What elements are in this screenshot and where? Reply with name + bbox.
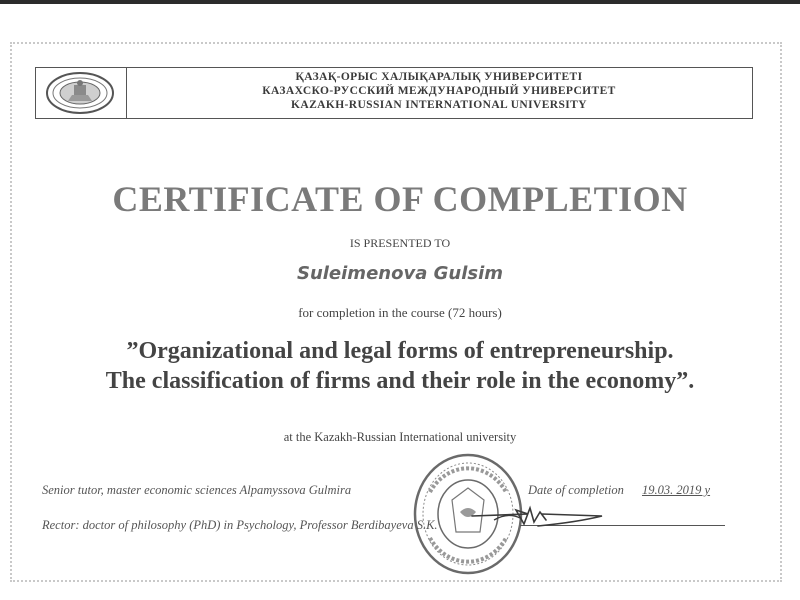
course-title-line-2: The classification of firms and their role in the economy”.	[105, 368, 695, 394]
university-name-kz: ҚАЗАҚ-ОРЫС ХАЛЫҚАРАЛЫҚ УНИВЕРСИТЕТІ	[295, 71, 583, 83]
certificate-title: CERTIFICATE OF COMPLETION	[112, 179, 688, 219]
rector-signature-line: Rector: doctor of philosophy (PhD) in Psychology, Professor Berdibayeva S.K.	[42, 518, 438, 532]
date-label: Date of completion	[528, 483, 624, 497]
location-text: at the Kazakh-Russian International university	[283, 430, 517, 444]
scan-top-edge	[0, 0, 800, 4]
university-name-en: KAZAKH-RUSSIAN INTERNATIONAL UNIVERSITY	[291, 99, 587, 111]
university-names	[126, 70, 752, 116]
course-title-line-1: ”Organizational and legal forms of entrepreneurship.	[126, 338, 674, 364]
university-header	[35, 67, 753, 119]
course-title	[0, 336, 800, 396]
recipient-name: Suleimenova Gulsim	[296, 263, 503, 284]
presented-to-label: IS PRESENTED TO	[349, 236, 451, 250]
date-value: 19.03. 2019 y	[642, 483, 711, 497]
course-intro: for completion in the course (72 hours)	[298, 305, 502, 320]
university-emblem-icon	[44, 71, 116, 115]
logo-cell	[36, 68, 127, 118]
handwritten-signature-icon	[468, 500, 608, 534]
tutor-signature-line: Senior tutor, master economic sciences Alpamyssova Gulmira	[42, 483, 352, 497]
university-name-ru: КАЗАХСКО-РУССКИЙ МЕЖДУНАРОДНЫЙ УНИВЕРСИТЕТ	[262, 85, 616, 97]
